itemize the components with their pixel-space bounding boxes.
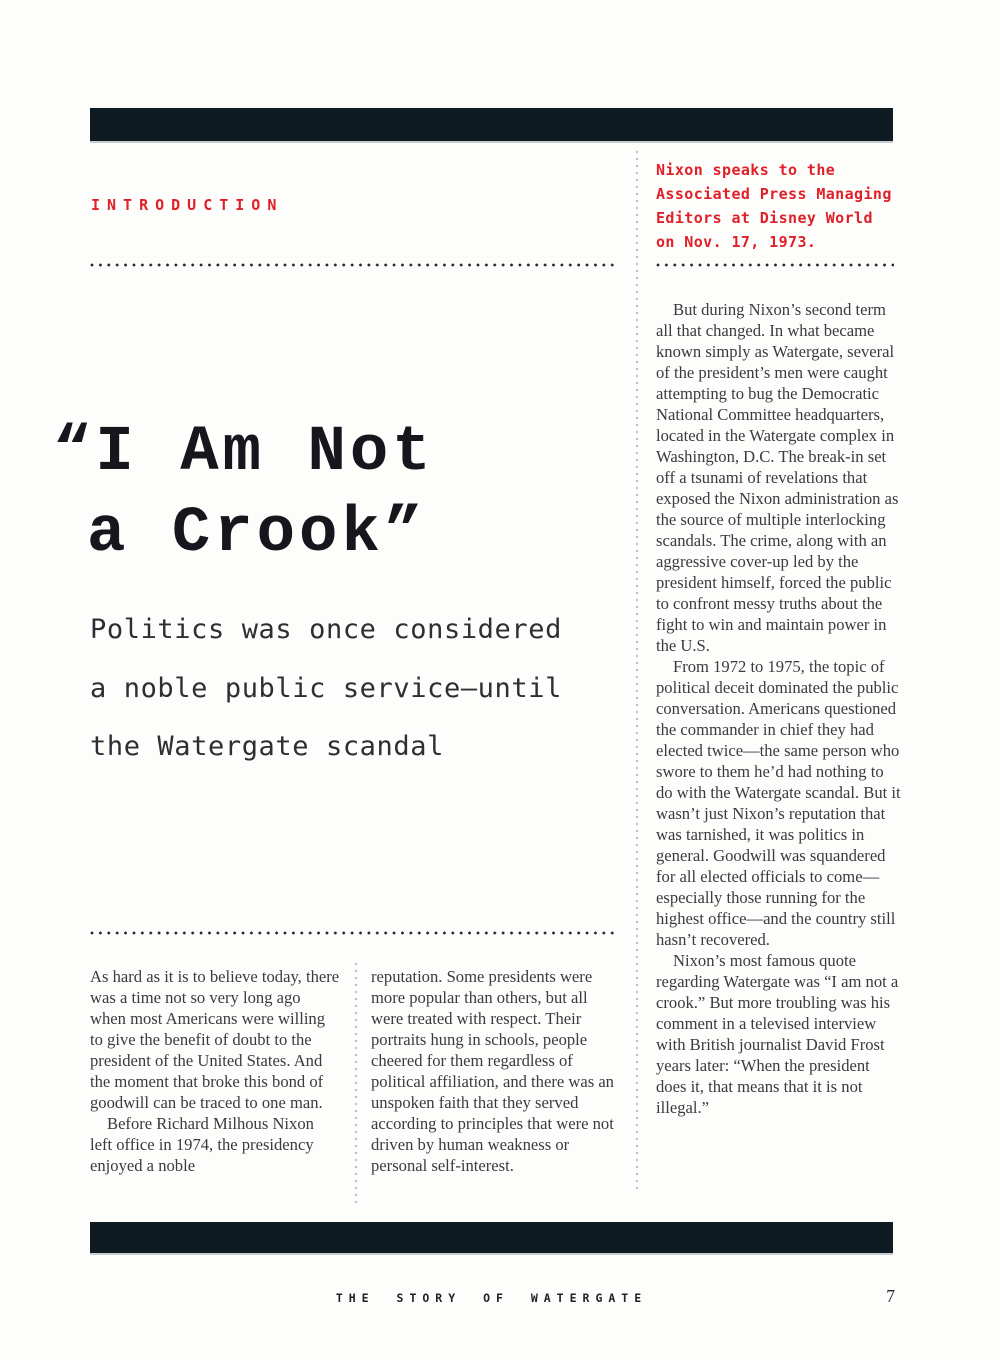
headline-line: “I Am Not [53, 417, 435, 489]
paragraph: But during Nixon’s second term all that changed. In what became known simply as Watergate, several of the president’s men were caught attempting to bug the Democratic National Committee headquarters, located in the Watergate complex in Washington, D.C. The break-in set off a tsunami of revelations that exposed the Nixon administration as the source of multiple interlocking scandals. The crime, along with an aggressive cover-up led by the president himself, forced the public to confront messy truths about the fight to win and maintain power in the U.S. [656, 300, 899, 655]
deck-line: Politics was once considered [90, 614, 562, 645]
dotted-rule-column-divider-bottom [354, 962, 358, 1204]
section-kicker: INTRODUCTION [91, 196, 284, 214]
photo-caption-line: Associated Press Managing [656, 185, 892, 203]
photo-caption-line: Editors at Disney World [656, 209, 873, 227]
running-footer-title: THE STORY OF WATERGATE [335, 1291, 648, 1305]
paragraph: From 1972 to 1975, the topic of political deceit dominated the public conversation. Americans questioned the commander in chief they had elected twice—the same person who swore to them he’d had nothing to do with the Watergate scandal. But it wasn’t just Nixon’s reputation that was tarnished, it was politics in general. Goodwill was squandered for all elected officials to come—especially those running for the highest office—and the country still hasn’t recovered. [656, 657, 901, 949]
body-column-right [656, 299, 901, 1118]
dotted-rule-header-left [90, 263, 618, 267]
paragraph: Nixon’s most famous quote regarding Watergate was “I am not a crook.” But more troubling was his comment in a televised interview with British journalist David Frost years later: “When the president does it, that means that it is not illegal.” [656, 951, 899, 1117]
headline [53, 413, 435, 575]
deck-line: the Watergate scandal [90, 731, 444, 762]
photo-caption-line: Nixon speaks to the [656, 161, 836, 179]
paragraph: As hard as it is to believe today, there was a time not so very long ago when most Americans were willing to give the benefit of doubt to the president of the United States. And the moment that broke this bond of goodwill can be traced to one man. [90, 967, 340, 1112]
dotted-rule-body-top [90, 931, 618, 935]
photo-caption [656, 158, 901, 254]
page-number: 7 [886, 1286, 895, 1306]
dotted-rule-column-divider-main [635, 150, 639, 1192]
body-column-middle [371, 966, 617, 1176]
photo-caption-line: on Nov. 17, 1973. [656, 233, 817, 251]
top-rule-bar [90, 108, 893, 143]
paragraph: reputation. Some presidents were more popular than others, but all were treated with respect. Their portraits hung in schools, people cheered for them regardless of political affiliation, and there was an unspoken faith that they served according to principles that were not driven by human weakness or personal self-interest. [371, 967, 614, 1175]
dotted-rule-header-right [656, 263, 894, 267]
bottom-rule-bar [90, 1222, 893, 1255]
paragraph: Before Richard Milhous Nixon left office in 1974, the presidency enjoyed a noble [90, 1114, 314, 1175]
body-column-left [90, 966, 340, 1176]
deck-subhead [90, 601, 562, 777]
deck-line: a noble public service—until [90, 672, 562, 704]
headline-line: a Crook” [87, 498, 427, 570]
